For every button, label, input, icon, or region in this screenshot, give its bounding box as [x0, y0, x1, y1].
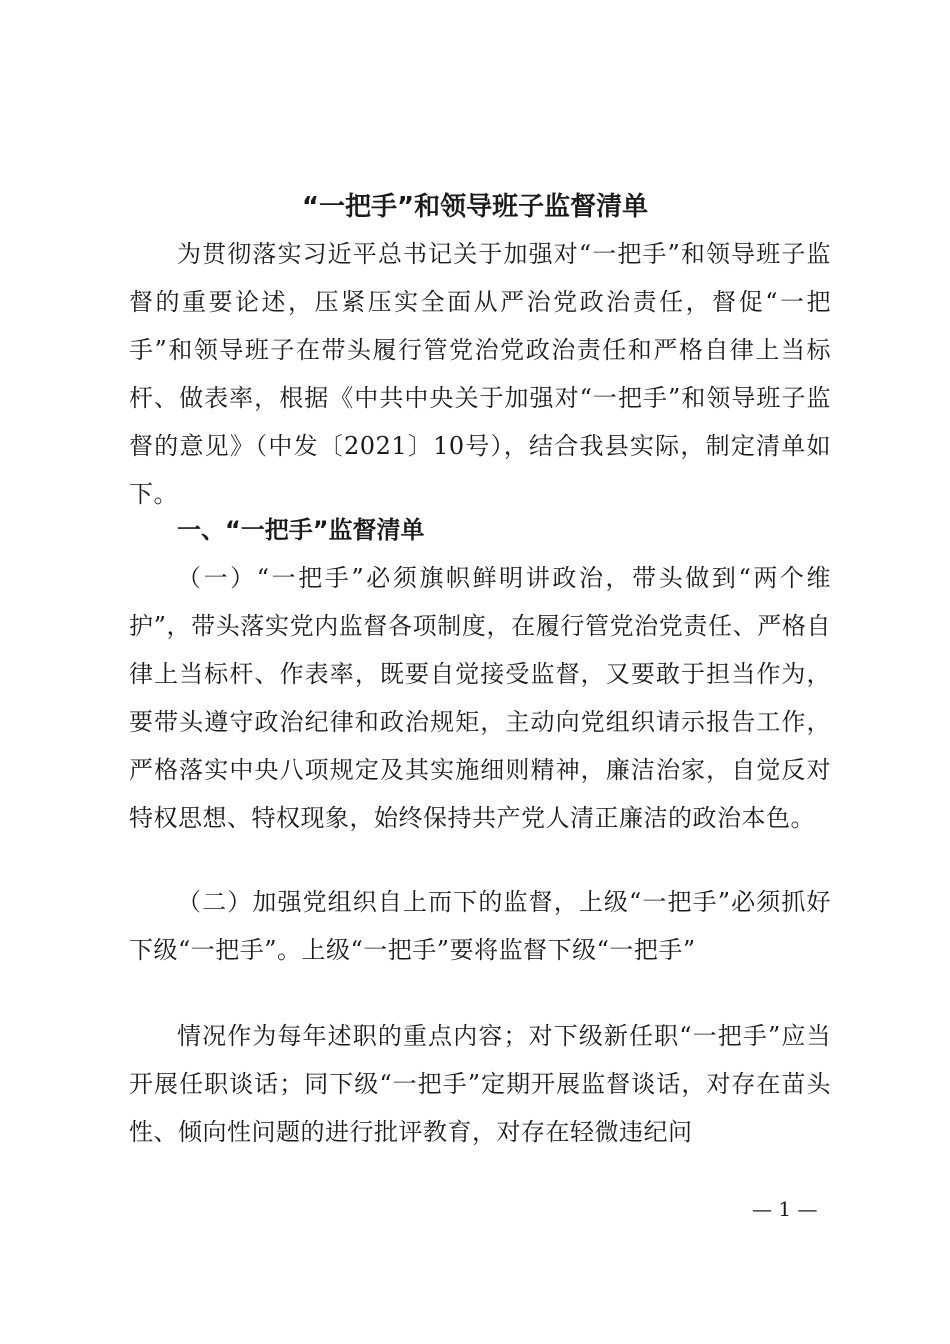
page-number: — 1 —	[752, 1197, 818, 1221]
intro-paragraph: 为贯彻落实习近平总书记关于加强对“一把手”和领导班子监督的重要论述，压紧压实全面从严治党政治责任，督促“一把手”和领导班子在带头履行管党治党政治责任和严格自律上当标杆、做表率，根据《中共中央关于加强对“一把手”和领导班子监督的意见》（中发〔2021〕10号），结合我县实际，制定清单如下。	[129, 240, 831, 508]
document-title: “一把手”和领导班子监督清单	[301, 192, 649, 222]
item-two-paragraph: （二）加强党组织自上而下的监督，上级“一把手”必须抓好下级“一把手”。上级“一把手”要将监督下级“一把手”	[129, 888, 831, 964]
item-one-paragraph: （一）“一把手”必须旗帜鲜明讲政治，带头做到“两个维护”，带头落实党内监督各项制度，在履行管党治党责任、严格自律上当标杆、作表率，既要自觉接受监督，又要敢于担当作为，要带头遵守政治纪律和政治规矩，主动向党组织请示报告工作，严格落实中央八项规定及其实施细则精神，廉洁治家，自觉反对特权思想、特权现象，始终保持共产党人清正廉洁的政治本色。	[129, 564, 831, 832]
continuation-paragraph: 情况作为每年述职的重点内容；对下级新任职“一把手”应当开展任职谈话；同下级“一把手”定期开展监督谈话，对存在苗头性、倾向性问题的进行批评教育，对存在轻微违纪问	[129, 1022, 831, 1146]
section-heading: 一、“一把手”监督清单	[177, 516, 425, 544]
